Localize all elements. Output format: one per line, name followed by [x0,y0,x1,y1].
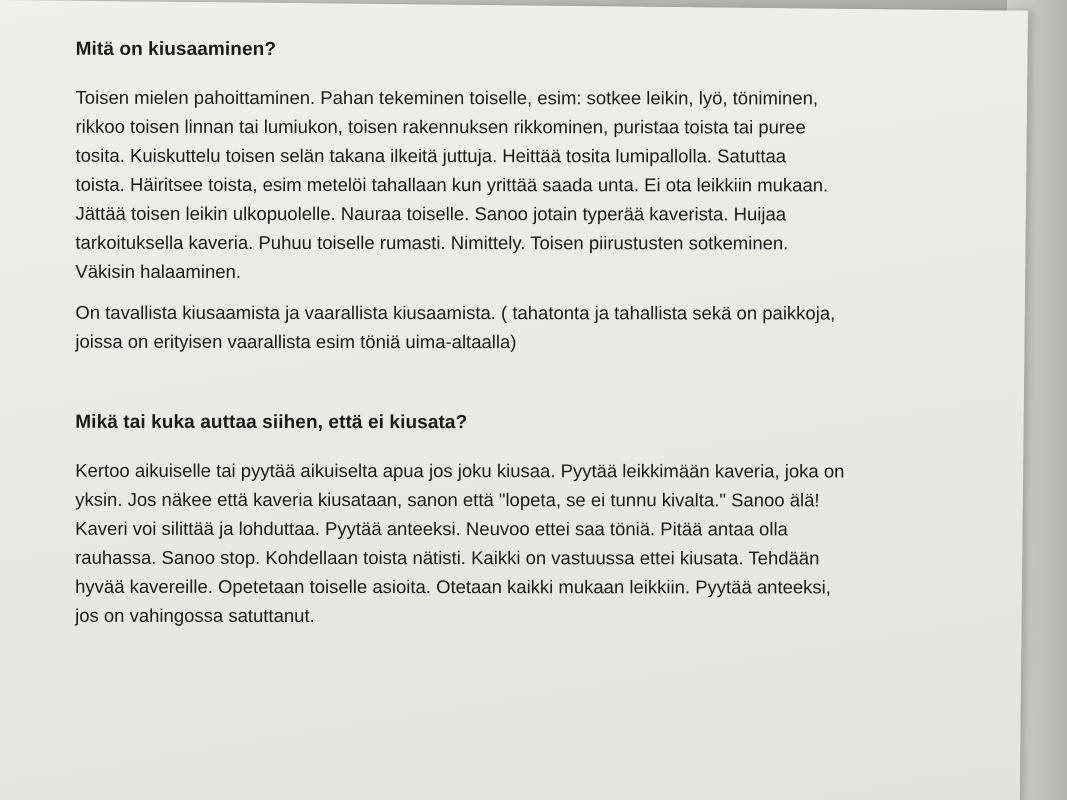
heading-what-helps: Mikä tai kuka auttaa siihen, että ei kiusata? [75,411,468,434]
heading-what-is-bullying: Mitä on kiusaaminen? [75,38,277,60]
text-line: rauhassa. Sanoo stop. Kohdellaan toista nätisti. Kaikki on vastuussa ettei kiusata. Tehdään [75,546,820,569]
text-line: rikkoo toisen linnan tai lumiukon, toisen rakennuksen rikkominen, puristaa toista tai puree [75,115,806,138]
paragraph-bullying-types [75,298,955,357]
text-line: Kertoo aikuiselle tai pyytää aikuiselta apua jos joku kiusaa. Pyytää leikkimään kaveria, joka on [75,459,845,482]
text-line: Kaveri voi silittää ja lohduttaa. Pyytää anteeksi. Neuvoo ettei saa töniä. Pitää antaa olla [75,517,788,540]
text-line: joissa on erityisen vaarallista esim töniä uima-altaalla) [75,330,517,353]
section-bullying-definition [75,39,955,357]
text-line: On tavallista kiusaamista ja vaarallista kiusaamista. ( tahatonta ja tahallista sekä on paikkoja, [75,301,836,324]
text-line: tarkoituksella kaveria. Puhuu toiselle rumasti. Nimittely. Toisen piirustusten sotkeminen. [75,231,789,254]
text-line: toista. Häiritsee toista, esim metelöi tahallaan kun yrittää saada unta. Ei ota leikkiin mukaan. [75,173,829,196]
text-line: yksin. Jos näkee että kaveria kiusataan, sanon että "lopeta, se ei tunnu kivalta." Sanoo älä! [75,488,820,511]
text-line: hyvää kavereille. Opetetaan toiselle asioita. Otetaan kaikki mukaan leikkiin. Pyytää anteeksi, [75,575,831,598]
text-line: Jättää toisen leikin ulkopuolelle. Nauraa toiselle. Sanoo jotain typerää kaverista. Huijaa [75,202,787,225]
paragraph-prevention-actions [75,456,955,631]
section-bullying-prevention [75,412,955,631]
text-line: tosita. Kuiskuttelu toisen selän takana ilkeitä juttuja. Heittää tosita lumipallolla. Satuttaa [75,144,787,167]
text-line: jos on vahingossa satuttanut. [75,604,315,627]
document-text [75,39,956,643]
text-line: Toisen mielen pahoittaminen. Pahan tekeminen toiselle, esim: sotkee leikin, lyö, töniminen, [75,86,819,109]
text-line: Väkisin halaaminen. [75,260,241,282]
paragraph-bullying-examples [75,83,955,287]
